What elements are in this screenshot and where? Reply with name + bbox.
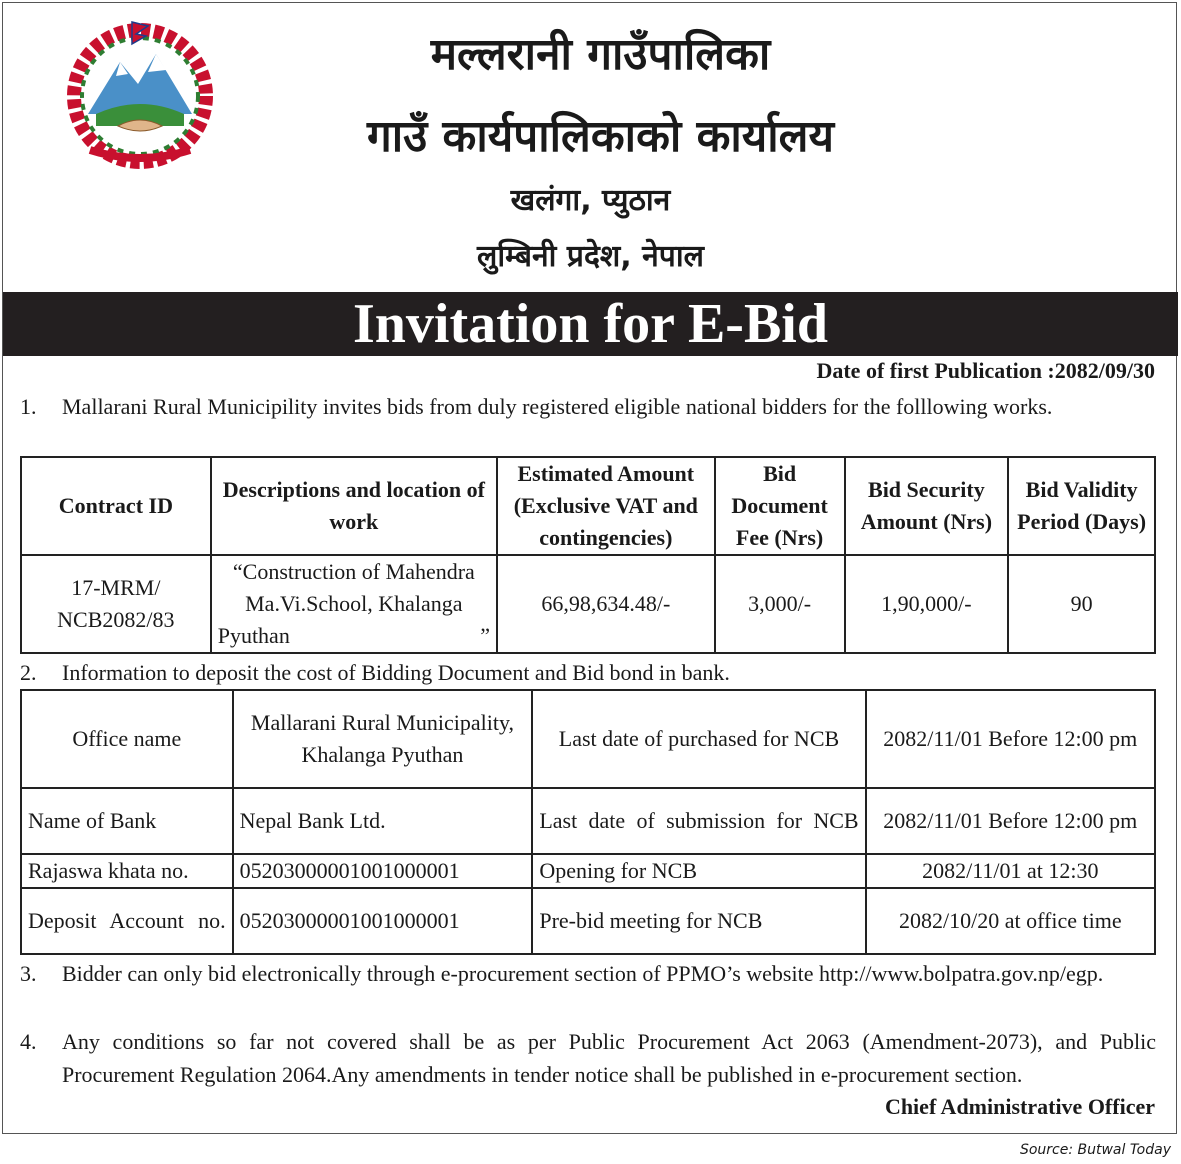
clause-text: Mallarani Rural Municipility invites bids from duly registered eligible national bidders for the folllowing works. [62, 394, 1053, 419]
header-bid-security: Bid Security Amount (Nrs) [845, 457, 1009, 555]
header-description: Descriptions and location of work [211, 457, 497, 555]
opening-label: Opening for NCB [532, 854, 865, 888]
source-credit: Source: Butwal Today [1019, 1142, 1171, 1158]
clause-number: 2. [20, 660, 37, 685]
clause-text: Any conditions so far not covered shall be as per Public Procurement Act 2063 (Amendment-2073), and Public Procurement Regulation 2064.Any amendments in tender notice shall be published in e-procurement section. [62, 1029, 1156, 1087]
deposit-account-label: Deposit Account no. [21, 888, 233, 954]
publication-date: Date of first Publication :2082/09/30 [816, 358, 1155, 383]
rajaswa-khata-value: 05203000001001000001 [233, 854, 533, 888]
header-contract-id: Contract ID [21, 457, 211, 555]
watermark: ​ [267, 413, 333, 480]
prebid-meeting-label: Pre-bid meeting for NCB [532, 888, 865, 954]
bank-name-label: Name of Bank [21, 788, 233, 854]
clause-1 [20, 390, 1156, 423]
table-row [21, 854, 1155, 888]
submission-deadline-label: Last date of submission for NCB [532, 788, 865, 854]
bank-table [20, 689, 1156, 955]
clause-4 [20, 1025, 1156, 1091]
table-row [21, 788, 1155, 854]
purchase-deadline-value: 2082/11/01 Before 12:00 pm [866, 690, 1155, 788]
description-cell: “Construction of Mahendra Ma.Vi.School, Khalanga Pyuthan ” [211, 555, 497, 653]
rajaswa-khata-label: Rajaswa khata no. [21, 854, 233, 888]
clause-number: 1. [20, 394, 37, 419]
bid-security-cell: 1,90,000/- [845, 555, 1009, 653]
estimated-amount-cell: 66,98,634.48/- [497, 555, 715, 653]
submission-deadline-value: 2082/11/01 Before 12:00 pm [866, 788, 1155, 854]
prebid-meeting-value: 2082/10/20 at office time [866, 888, 1155, 954]
clause-number: 3. [20, 961, 37, 986]
bid-table-header-row [21, 457, 1155, 555]
title-banner: Invitation for E-Bid [3, 292, 1178, 356]
header-line4: लुम्बिनी प्रदेश, नेपाल [477, 239, 704, 274]
opening-value: 2082/11/01 at 12:30 [866, 854, 1155, 888]
deposit-account-value: 05203000001001000001 [233, 888, 533, 954]
table-row [21, 690, 1155, 788]
signatory: Chief Administrative Officer [884, 1094, 1155, 1119]
clause-text: Information to deposit the cost of Bidding Document and Bid bond in bank. [62, 660, 730, 685]
purchase-deadline-label: Last date of purchased for NCB [532, 690, 865, 788]
office-name-label: Office name [21, 690, 233, 788]
bank-name-value: Nepal Bank Ltd. [233, 788, 533, 854]
contract-id-cell: 17-MRM/ NCB2082/83 [21, 555, 211, 653]
validity-cell: 90 [1008, 555, 1155, 653]
header-line1: मल्लरानी गाउँपालिका [430, 29, 771, 80]
header-validity: Bid Validity Period (Days) [1008, 457, 1155, 555]
clause-number: 4. [20, 1029, 37, 1054]
header-line2: गाउँ कार्यपालिकाको कार्यालय [366, 111, 835, 162]
header-estimated-amount: Estimated Amount (Exclusive VAT and contingencies) [497, 457, 715, 555]
header-line3: खलंगा, प्युठान [510, 183, 671, 218]
header-document-fee: Bid Document Fee (Nrs) [715, 457, 845, 555]
clause-3 [20, 957, 1156, 990]
table-row [21, 888, 1155, 954]
clause-2 [20, 656, 1156, 689]
clause-text: Bidder can only bid electronically through e-procurement section of PPMO’s website http://www.bolpatra.gov.np/egp. [62, 961, 1104, 986]
office-name-value: Mallarani Rural Municipality, Khalanga Pyuthan [233, 690, 533, 788]
table-row [21, 555, 1155, 653]
document-fee-cell: 3,000/- [715, 555, 845, 653]
bid-table [20, 456, 1156, 654]
